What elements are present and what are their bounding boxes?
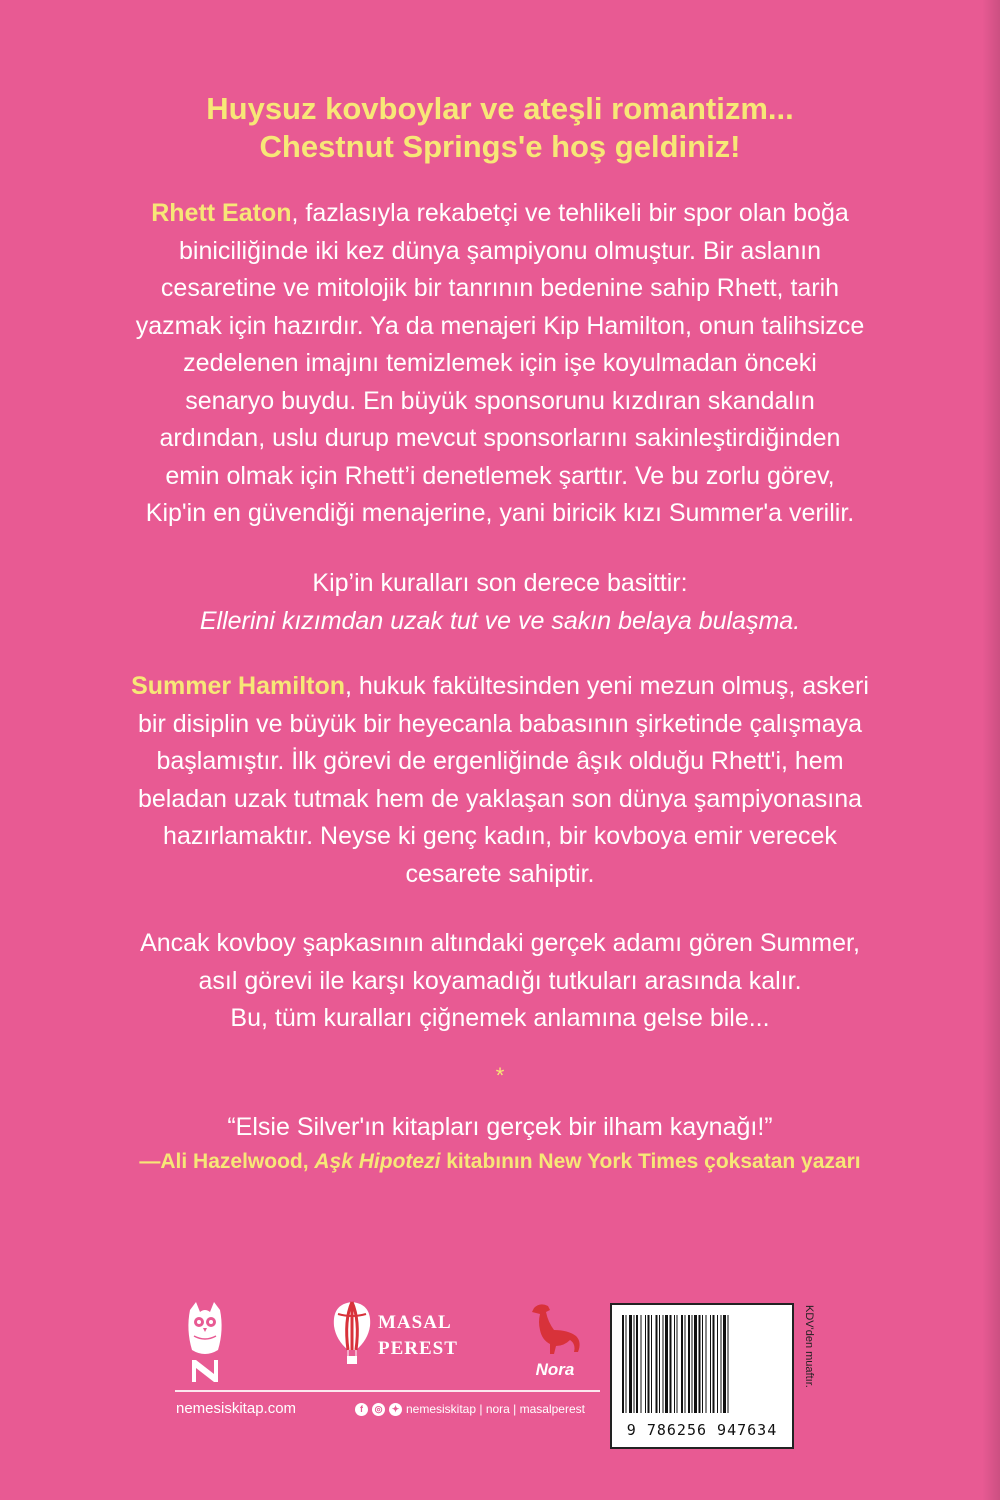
closing-paragraph	[80, 925, 920, 1038]
barcode-bar	[622, 1315, 624, 1413]
blurb-attribution	[0, 1147, 1000, 1177]
barcode-bar	[634, 1315, 635, 1413]
text-line: Kip'in en güvendiği menajerine, yani biricik kızı Summer'a verilir.	[145, 499, 855, 527]
barcode-bar	[656, 1315, 658, 1413]
barcode-bar	[721, 1315, 722, 1413]
tax-exempt-note: KDV'den muaftır.	[803, 1305, 815, 1388]
barcode-bar	[681, 1315, 683, 1413]
text-line: hazırlamaktır. Neyse ki genç kadın, bir kovboya emir verecek	[163, 822, 837, 850]
hot-air-balloon-icon	[330, 1300, 374, 1370]
social-handles-text: nemesiskitap | nora | masalperest	[406, 1402, 585, 1416]
text-line: başlamıştır. İlk görevi de ergenliğinde âşık olduğu Rhett'i, hem	[156, 747, 844, 775]
barcode-bars	[620, 1315, 784, 1415]
facebook-icon[interactable]: f	[355, 1403, 368, 1416]
attribution-author: —Ali Hazelwood,	[139, 1150, 315, 1173]
masal-perest-logo	[330, 1300, 458, 1380]
character-name-rhett: Rhett Eaton	[151, 199, 292, 227]
text-line: Kip’in kuralları son derece basittir:	[312, 569, 688, 597]
masal-perest-wordmark	[378, 1310, 458, 1362]
text-line: Ancak kovboy şapkasının altındaki gerçek adamı gören Summer,	[140, 929, 860, 957]
barcode-bar	[723, 1315, 726, 1413]
separator-asterisk: *	[495, 1063, 505, 1088]
isbn-barcode	[610, 1303, 794, 1449]
synopsis-paragraph-summer	[80, 668, 920, 893]
text-line: yazmak için hazırdır. Ya da menajeri Kip Hamilton, onun talihsizce	[135, 311, 865, 340]
text-line: bir disiplin ve büyük bir heyecanla babasının şirketinde çalışmaya	[138, 709, 862, 738]
character-name-summer: Summer Hamilton	[131, 672, 346, 700]
barcode-bar	[663, 1315, 664, 1413]
greyhound-icon	[520, 1300, 590, 1358]
text-line: cesarete sahiptir.	[405, 859, 595, 888]
barcode-bar	[728, 1315, 729, 1413]
barcode-bar	[699, 1315, 701, 1413]
headline	[0, 90, 1000, 166]
attribution-suffix: kitabının New York Times çoksatan yazarı	[440, 1150, 861, 1173]
text-line: cesaretine ve mitolojik bir tanrının bedenine sahip Rhett, tarih	[160, 274, 840, 302]
nemesis-owl-logo-icon	[180, 1300, 230, 1390]
isbn-number: 9 786256 947634	[626, 1421, 778, 1439]
synopsis-paragraph-rhett	[80, 195, 920, 533]
rules-quote: Ellerini kızımdan uzak tut ve ve sakın belaya bulaşma.	[199, 606, 801, 635]
footer-divider	[175, 1390, 600, 1392]
text-line: asıl görevi ile karşı koyamadığı tutkuları arasında kalır.	[198, 966, 802, 995]
barcode-bar	[694, 1315, 697, 1413]
nora-logo	[520, 1300, 590, 1390]
perest-word: PEREST	[378, 1338, 458, 1359]
barcode-bar	[710, 1315, 711, 1413]
barcode-bar	[641, 1315, 642, 1413]
spine-edge-shadow	[982, 0, 1000, 1500]
text-line: ardından, uslu durup mevcut sponsorlarını sakinleştirdiğinden	[159, 424, 841, 452]
barcode-bar	[717, 1315, 718, 1413]
barcode-bar	[674, 1315, 675, 1413]
barcode-bar	[702, 1315, 703, 1413]
blurb-quote: “Elsie Silver'ın kitapları gerçek bir ilham kaynağı!”	[227, 1113, 773, 1141]
headline-line-1: Huysuz kovboylar ve ateşli romantizm...	[206, 91, 794, 126]
barcode-bar	[706, 1315, 707, 1413]
text-line: Bu, tüm kuralları çiğnemek anlamına gelse bile...	[230, 1004, 770, 1032]
publisher-website-link[interactable]: nemesiskitap.com	[176, 1400, 297, 1417]
barcode-bar	[713, 1315, 715, 1413]
text-line: emin olmak için Rhett’i denetlemek şarttır. Ve bu zorlu görev,	[165, 461, 835, 490]
instagram-icon[interactable]: ◎	[372, 1403, 385, 1416]
text-line: senaryo buydu. En büyük sponsorunu kızdıran skandalın	[185, 386, 815, 415]
masal-word: MASAL	[378, 1312, 452, 1333]
publisher-logos	[180, 1300, 600, 1390]
barcode-bar	[692, 1315, 693, 1413]
barcode-bar	[629, 1315, 632, 1413]
barcode-bar	[626, 1315, 627, 1413]
barcode-bar	[677, 1315, 678, 1413]
nora-wordmark: Nora	[535, 1360, 575, 1379]
barcode-bar	[685, 1315, 686, 1413]
twitter-icon[interactable]: ✦	[389, 1403, 402, 1416]
barcode-bar	[636, 1315, 638, 1413]
barcode-bar	[670, 1315, 672, 1413]
text-line: zedelenen imajını temizlemek için işe koyulmadan önceki	[183, 349, 817, 377]
barcode-bar	[651, 1315, 652, 1413]
barcode-bar	[665, 1315, 668, 1413]
rules-paragraph	[80, 565, 920, 640]
attribution-book-title: Aşk Hipotezi	[314, 1150, 441, 1173]
barcode-bar	[645, 1315, 646, 1413]
headline-line-2: Chestnut Springs'e hoş geldiniz!	[259, 129, 741, 164]
text-line: biniciliğinde iki kez dünya şampiyonu olmuştur. Bir aslanın	[179, 236, 821, 265]
text-line: , fazlasıyla rekabetçi ve tehlikeli bir spor olan boğa	[291, 199, 849, 227]
text-line: beladan uzak tutmak hem de yaklaşan son dünya şampiyonasına	[137, 784, 863, 813]
text-line: , hukuk fakültesinden yeni mezun olmuş, askeri	[345, 672, 869, 700]
barcode-bar	[648, 1315, 650, 1413]
barcode-bar	[659, 1315, 660, 1413]
social-handles	[355, 1402, 585, 1416]
barcode-bar	[688, 1315, 690, 1413]
